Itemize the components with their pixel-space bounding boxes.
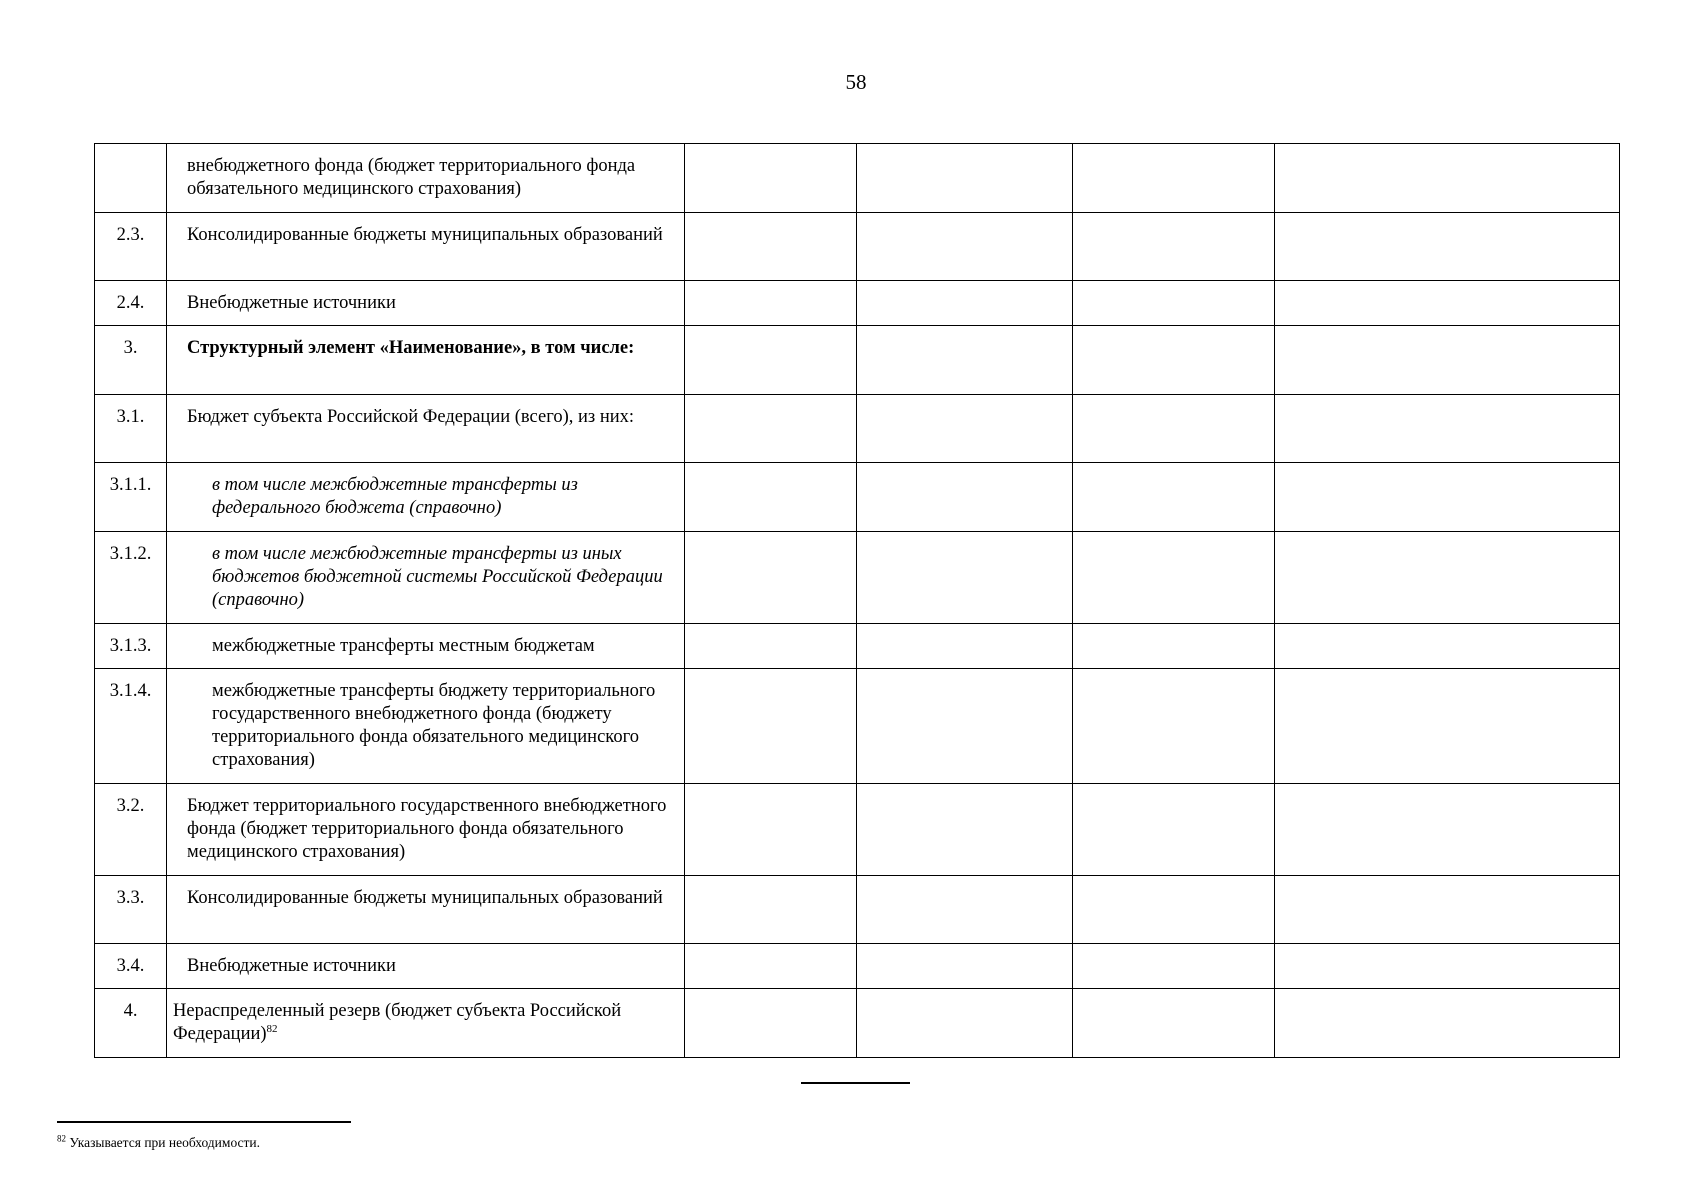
value-cell (1073, 395, 1275, 463)
row-number: 3.1.1. (95, 463, 167, 532)
table-row (95, 876, 1620, 944)
value-cell (857, 989, 1073, 1058)
value-cell (1275, 395, 1620, 463)
row-number: 3.1.4. (95, 669, 167, 784)
value-cell (857, 532, 1073, 624)
value-cell (1275, 463, 1620, 532)
value-cell (857, 144, 1073, 213)
value-cell (857, 281, 1073, 326)
row-label: Консолидированные бюджеты муниципальных образований (167, 213, 685, 281)
table-row (95, 281, 1620, 326)
value-cell (1275, 989, 1620, 1058)
value-cell (1073, 213, 1275, 281)
table-row (95, 784, 1620, 876)
row-label (167, 989, 685, 1058)
value-cell (1275, 532, 1620, 624)
value-cell (1275, 944, 1620, 989)
row-label: в том числе межбюджетные трансферты из иных бюджетов бюджетной системы Российской Федерации (справочно) (167, 532, 685, 624)
value-cell (685, 326, 857, 395)
value-cell (857, 624, 1073, 669)
row-number: 3.1.3. (95, 624, 167, 669)
table-row (95, 213, 1620, 281)
value-cell (1275, 669, 1620, 784)
table-row (95, 395, 1620, 463)
value-cell (1073, 784, 1275, 876)
row-number: 3.3. (95, 876, 167, 944)
page-number: 58 (845, 70, 867, 94)
row-label: Бюджет субъекта Российской Федерации (всего), из них: (167, 395, 685, 463)
value-cell (1073, 944, 1275, 989)
row-label: межбюджетные трансферты местным бюджетам (167, 624, 685, 669)
budget-table (94, 143, 1620, 1058)
value-cell (857, 395, 1073, 463)
value-cell (857, 213, 1073, 281)
row-label: Внебюджетные источники (167, 281, 685, 326)
footnote-reference[interactable]: 82 (266, 1022, 278, 1035)
value-cell (857, 326, 1073, 395)
row-number: 3.1.2. (95, 532, 167, 624)
row-number: 3.1. (95, 395, 167, 463)
table-row (95, 669, 1620, 784)
row-label: Структурный элемент «Наименование», в том числе: (167, 326, 685, 395)
table-end-rule (801, 1082, 910, 1084)
row-number: 4. (95, 989, 167, 1058)
row-label: межбюджетные трансферты бюджету территориального государственного внебюджетного фонда (бюджету территориального фонда обязательного медицинского страхования) (167, 669, 685, 784)
table-row (95, 326, 1620, 395)
footnote-separator (57, 1121, 351, 1123)
value-cell (685, 669, 857, 784)
footnote (57, 1134, 260, 1152)
value-cell (1275, 876, 1620, 944)
value-cell (1073, 463, 1275, 532)
value-cell (1073, 989, 1275, 1058)
value-cell (857, 784, 1073, 876)
row-label: в том числе межбюджетные трансферты из федерального бюджета (справочно) (167, 463, 685, 532)
table-row (95, 624, 1620, 669)
value-cell (857, 669, 1073, 784)
row-number: 3. (95, 326, 167, 395)
value-cell (685, 876, 857, 944)
value-cell (1073, 624, 1275, 669)
row-number: 3.4. (95, 944, 167, 989)
value-cell (857, 463, 1073, 532)
table-row (95, 989, 1620, 1058)
value-cell (1073, 532, 1275, 624)
row-number: 2.3. (95, 213, 167, 281)
value-cell (685, 532, 857, 624)
row-label: Консолидированные бюджеты муниципальных образований (167, 876, 685, 944)
value-cell (1073, 876, 1275, 944)
value-cell (1073, 669, 1275, 784)
value-cell (1275, 144, 1620, 213)
footnote-text: Указывается при необходимости. (69, 1135, 261, 1150)
row-number: 2.4. (95, 281, 167, 326)
value-cell (685, 395, 857, 463)
value-cell (685, 213, 857, 281)
table-row (95, 532, 1620, 624)
table-row (95, 144, 1620, 213)
value-cell (685, 784, 857, 876)
row-label-text: Нераспределенный резерв (бюджет субъекта Российской Федерации) (173, 1001, 622, 1044)
value-cell (1275, 326, 1620, 395)
row-number (95, 144, 167, 213)
row-label: внебюджетного фонда (бюджет территориального фонда обязательного медицинского страхования) (167, 144, 685, 213)
value-cell (1073, 326, 1275, 395)
value-cell (1073, 281, 1275, 326)
value-cell (685, 989, 857, 1058)
value-cell (1073, 144, 1275, 213)
value-cell (1275, 784, 1620, 876)
value-cell (1275, 213, 1620, 281)
row-label: Бюджет территориального государственного внебюджетного фонда (бюджет территориального фонда обязательного медицинского страхования) (167, 784, 685, 876)
footnote-marker: 82 (57, 1133, 66, 1144)
value-cell (1275, 624, 1620, 669)
value-cell (685, 624, 857, 669)
value-cell (1275, 281, 1620, 326)
value-cell (685, 944, 857, 989)
row-label: Внебюджетные источники (167, 944, 685, 989)
value-cell (685, 281, 857, 326)
value-cell (685, 463, 857, 532)
row-number: 3.2. (95, 784, 167, 876)
value-cell (857, 944, 1073, 989)
table-row (95, 944, 1620, 989)
value-cell (685, 144, 857, 213)
table-row (95, 463, 1620, 532)
value-cell (857, 876, 1073, 944)
